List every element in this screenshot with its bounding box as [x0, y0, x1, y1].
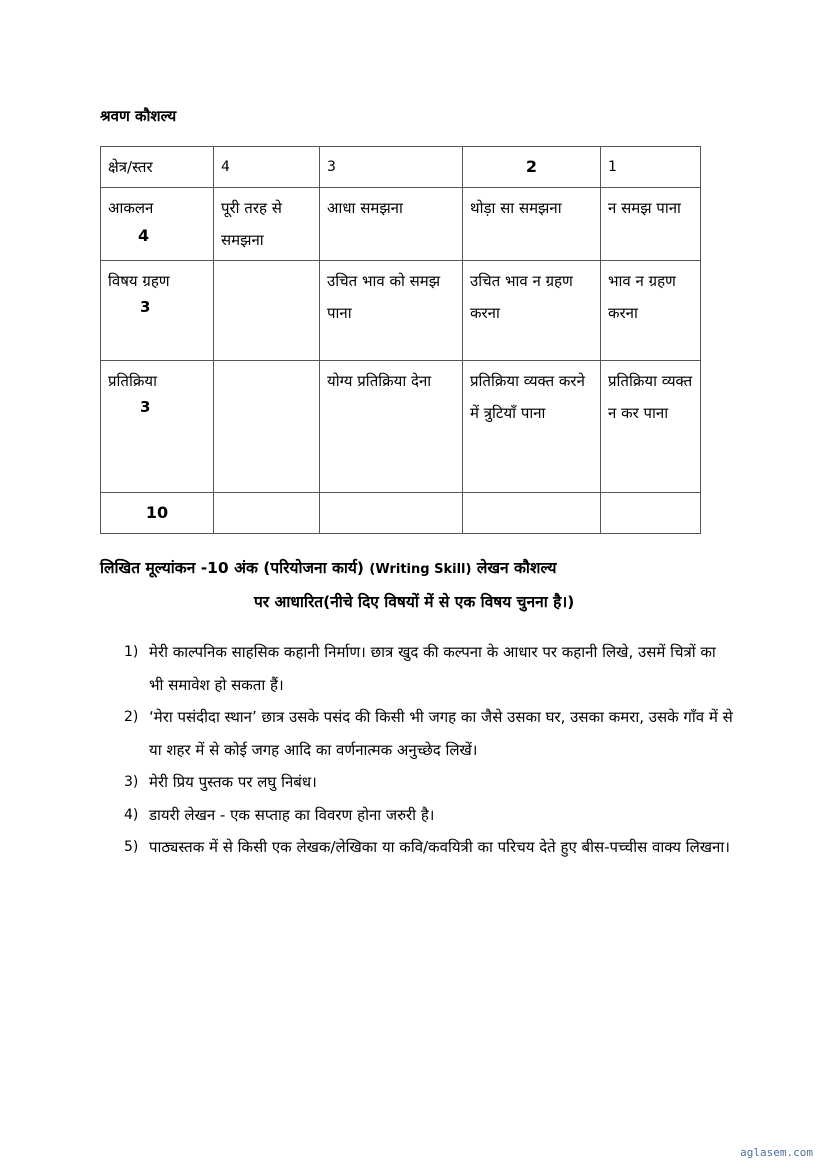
list-item: [124, 799, 734, 832]
table-cell: भाव न ग्रहण करना: [601, 261, 701, 361]
table-cell: [214, 261, 320, 361]
table-cell: [214, 493, 320, 534]
table-cell: प्रतिक्रिया व्यक्त करने में त्रुटियाँ पाना: [463, 361, 601, 493]
header-cell-3: 3: [320, 147, 463, 188]
table-cell: आधा समझना: [320, 188, 463, 261]
table-cell: न समझ पाना: [601, 188, 701, 261]
row-score: 3: [140, 298, 151, 316]
row-label-cell: [101, 261, 214, 361]
list-number: 1): [124, 644, 139, 660]
list-text: पाठ्यस्तक में से किसी एक लेखक/लेखिका या कवि/कवयित्री का परिचय देते हुए बीस-पच्चीस वाक्य लिखना।: [149, 838, 730, 856]
title-english: (Writing Skill): [369, 562, 472, 577]
table-cell: [320, 493, 463, 534]
list-text: मेरी प्रिय पुस्तक पर लघु निबंध।: [149, 773, 317, 791]
title-line2: पर आधारित(नीचे दिए विषयों में से एक विषय चुनना है।): [254, 593, 575, 611]
title-hindi-part2: लेखन कौशल्य: [476, 559, 557, 577]
table-cell: उचित भाव न ग्रहण करना: [463, 261, 601, 361]
list-number: 5): [124, 839, 139, 855]
list-item: [124, 766, 734, 799]
list-item: [124, 701, 734, 766]
table-total-row: [101, 493, 701, 534]
listening-skill-table: [100, 146, 701, 534]
list-item: [124, 831, 734, 864]
table-cell: [214, 361, 320, 493]
total-cell: 10: [101, 493, 214, 534]
topic-list: [124, 636, 734, 864]
list-number: 2): [124, 709, 139, 725]
row-label: विषय ग्रहण: [108, 272, 170, 290]
row-label: आकलन: [108, 199, 154, 217]
row-label: प्रतिक्रिया: [108, 372, 157, 390]
title-hindi-part1: लिखित मूल्यांकन -10 अंक (परियोजना कार्य): [100, 559, 365, 577]
table-header-row: [101, 147, 701, 188]
table-cell: [601, 493, 701, 534]
table-cell: [463, 493, 601, 534]
table-cell: उचित भाव को समझ पाना: [320, 261, 463, 361]
table-row: [101, 261, 701, 361]
table-cell: योग्य प्रतिक्रिया देना: [320, 361, 463, 493]
list-text: डायरी लेखन - एक सप्ताह का विवरण होना जरुरी है।: [149, 805, 435, 824]
row-label-cell: [101, 361, 214, 493]
header-cell-area: क्षेत्र/स्तर: [101, 147, 214, 188]
list-number: 3): [124, 774, 139, 790]
table-row: [101, 188, 701, 261]
header-cell-4: 4: [214, 147, 320, 188]
list-text: मेरी काल्पनिक साहसिक कहानी निर्माण। छात्र खुद की कल्पना के आधार पर कहानी लिखे, उसमें चित्रों का भी समावेश हो सकता हैं।: [149, 643, 716, 694]
list-number: 4): [124, 806, 139, 823]
section-heading: श्रवण कौशल्य: [100, 107, 177, 125]
table-cell: प्रतिक्रिया व्यक्त न कर पाना: [601, 361, 701, 493]
header-cell-1: 1: [601, 147, 701, 188]
table-cell: पूरी तरह से समझना: [214, 188, 320, 261]
written-assessment-title: [100, 552, 720, 618]
list-text: ‘मेरा पसंदीदा स्थान’ छात्र उसके पसंद की किसी भी जगह का जैसे उसका घर, उसका कमरा, उसके गाँव में से या शहर में से कोई जगह आदि का वर्णनात्मक अनुच्छेद लिखें।: [149, 708, 733, 759]
watermark-link[interactable]: aglasem.com: [740, 1146, 813, 1159]
row-score: 4: [138, 226, 150, 245]
table-cell: थोड़ा सा समझना: [463, 188, 601, 261]
table-row: [101, 361, 701, 493]
row-score: 3: [140, 398, 151, 416]
list-item: [124, 636, 734, 701]
row-label-cell: [101, 188, 214, 261]
header-cell-2: 2: [463, 147, 601, 188]
